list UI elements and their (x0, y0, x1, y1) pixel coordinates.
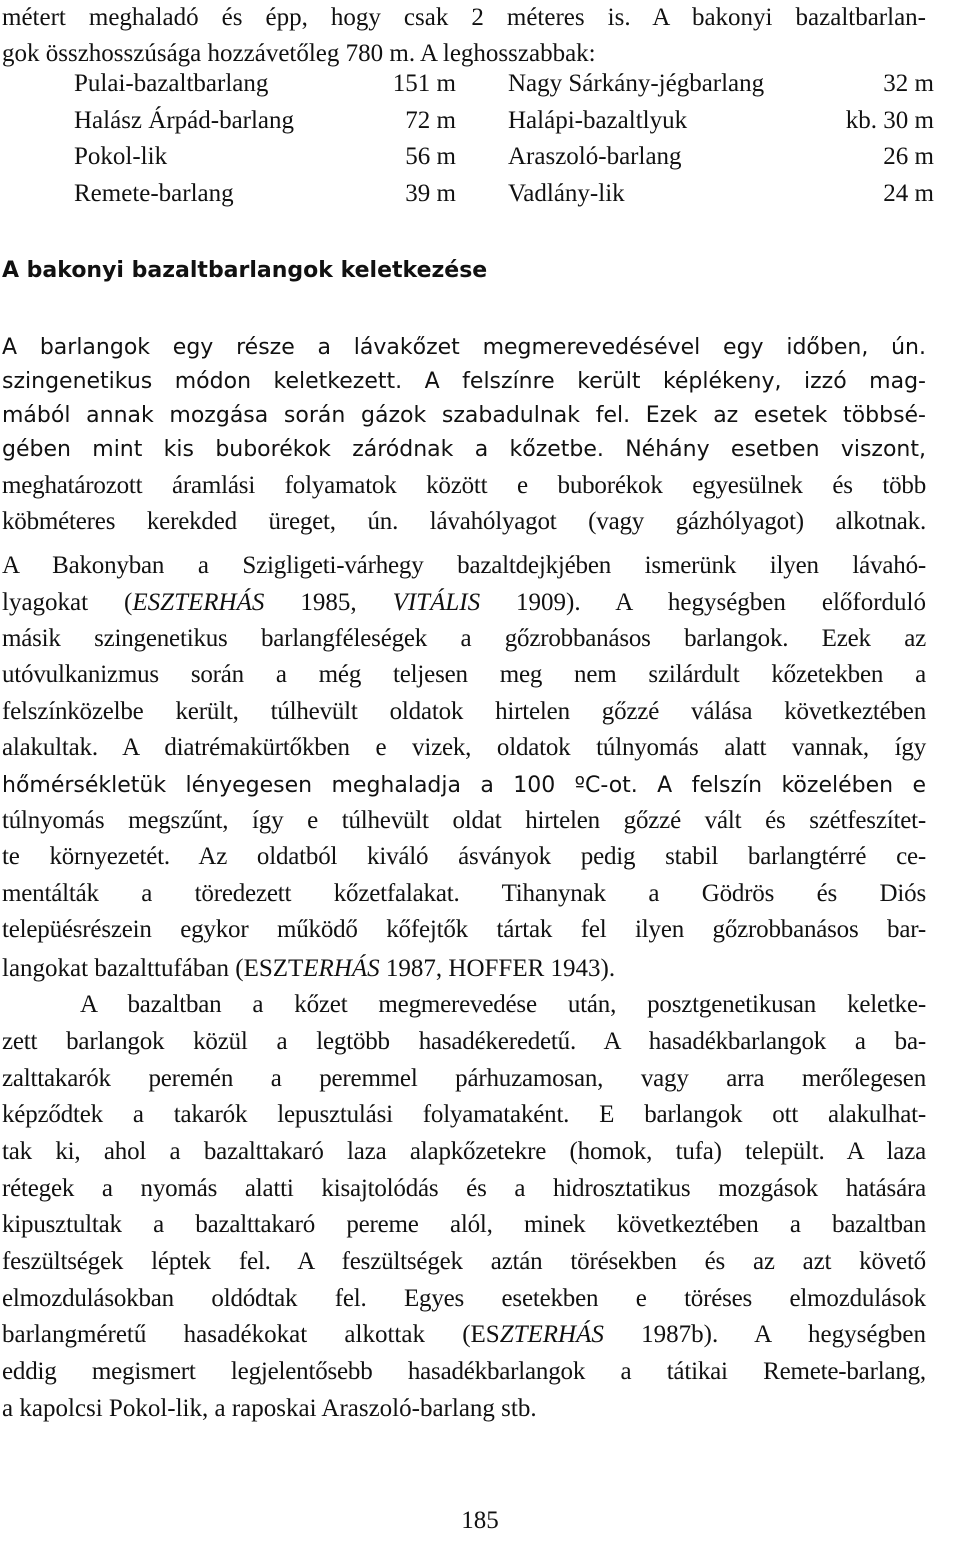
paragraph-line: a kapolcsi Pokol-lik, a raposkai Araszoló-barlang stb. (2, 1395, 537, 1422)
paragraph-line: A barlangok egy része a lávakőzet megmerevedésével egy időben, ún. (2, 335, 926, 360)
paragraph-line: tak ki, ahol a bazalttakaró laza alapkőzetekre (homok, tufa) települt. A laza (2, 1138, 926, 1165)
cave-length-table (74, 70, 934, 216)
paragraph-line: felszínközelbe került, túlhevült oldatok hirtelen gőzzé válása következtében (2, 698, 926, 725)
cave-length: 24 m (883, 179, 934, 207)
paragraph-line: zett barlangok közül a legtöbb hasadékeredetű. A hasadékbarlangok a ba- (2, 1028, 926, 1055)
paragraph-line: mentálták a töredezett kőzetfalakat. Tihanynak a Gödrös és Diós (2, 880, 926, 907)
paragraph-line-with-citation (2, 951, 926, 987)
paragraph-line: eddig megismert legjelentősebb hasadékbarlangok a tátikai Remete-barlang, (2, 1358, 926, 1385)
table-row (74, 107, 934, 144)
paragraph-line: te környezetét. Az oldatból kiváló ásványok pedig stabil barlangtérré ce- (2, 843, 926, 870)
text-run: 1987b). A hegységben (603, 1321, 927, 1348)
paragraph-line: zalttakarók peremén a peremmel párhuzamosan, vagy arra merőlegesen (2, 1065, 926, 1092)
cave-name: Remete-barlang (74, 179, 234, 207)
cave-length: 72 m (405, 106, 456, 134)
cave-length: 32 m (883, 70, 934, 97)
paragraph-line: alakultak. A diatrémakürtőkben e vizek, oldatok túlnyomás alatt vannak, így (2, 734, 926, 761)
cave-name: Vadlány-lik (508, 179, 625, 207)
cave-length: 26 m (883, 143, 934, 170)
cave-name: Pulai-bazaltbarlang (74, 70, 269, 97)
paragraph-line: A Bakonyban a Szigligeti-várhegy bazaltdejkjében ismerünk ilyen lávahó- (2, 552, 926, 579)
page-number: 185 (461, 1507, 499, 1534)
table-row (74, 143, 934, 180)
cave-length: 56 m (405, 143, 456, 170)
text-run: langokat bazalttufában ( (2, 955, 244, 982)
text-run: 1987, HOFFER 1943). (379, 955, 616, 982)
citation-author: ERHÁS (303, 955, 380, 982)
citation-author: VITÁLIS (392, 589, 481, 616)
paragraph-line: feszültségek léptek fel. A feszültségek aztán törésekben és az azt követő (2, 1248, 926, 1275)
paragraph-line: köbméteres kerekded üreget, ún. lávahólyagot (vagy gázhólyagot) alkotnak. (2, 508, 926, 535)
text-run: 1909). A hegységben előforduló (480, 589, 926, 616)
text-run: lyagokat ( (2, 589, 133, 616)
cave-name: Pokol-lik (74, 143, 168, 170)
paragraph-line: utóvulkanizmus során a még teljesen meg nem szilárdult kőzetekben a (2, 661, 926, 688)
paragraph-line: gében mint kis buborékok záródnak a kőzetbe. Néhány esetben viszont, (2, 437, 926, 462)
citation-author: ESZTERHÁS (132, 589, 265, 616)
intro-line: métert meghaladó és épp, hogy csak 2 méteres is. A bakonyi bazaltbarlan- (2, 4, 926, 31)
text-run: barlangméretű hasadékokat alkottak (ES (2, 1321, 500, 1348)
text-run: 1985, (264, 589, 393, 616)
section-heading: A bakonyi bazaltbarlangok keletkezése (2, 258, 488, 283)
intro-line: gok összhosszúsága hozzávetőleg 780 m. A leghosszabbak: (2, 40, 596, 67)
cave-length: kb. 30 m (845, 106, 934, 134)
paragraph-line: szingenetikus módon keletkezett. A felszínre került képlékeny, izzó mag- (2, 369, 926, 394)
citation-author: ZTERHÁS (499, 1321, 604, 1348)
cave-name: Araszoló-barlang (508, 143, 682, 170)
paragraph-line: mából annak mozgása során gázok szabadulnak fel. Ezek az esetek többsé- (2, 403, 926, 428)
paragraph-line: elmozdulásokban oldódtak fel. Egyes esetekben e töréses elmozdulások (2, 1285, 926, 1312)
cave-length: 151 m (392, 70, 456, 97)
paragraph-line: meghatározott áramlási folyamatok között e buborékok egyesülnek és több (2, 472, 926, 499)
citation-author: ESZT (243, 955, 304, 982)
paragraph-line-with-citation (2, 1317, 926, 1353)
table-row (74, 180, 934, 217)
paragraph-line-with-citation (2, 585, 926, 621)
paragraph-line: túlnyomás megszűnt, így e túlhevült oldat hirtelen gőzzé vált és szétfeszítet- (2, 807, 926, 834)
paragraph-line: kipusztultak a bazalttakaró pereme alól, minek következtében a bazaltban (2, 1211, 926, 1238)
cave-name: Halász Árpád-barlang (74, 106, 295, 134)
paragraph-line: hőmérsékletük lényegesen meghaladja a 100 ºC-ot. A felszín közelében e (2, 773, 926, 798)
paragraph-line: képződtek a takarók lepusztulási folyamataként. E barlangok ott alakulhat- (2, 1101, 926, 1128)
cave-name: Nagy Sárkány-jégbarlang (508, 70, 765, 97)
table-row (74, 70, 934, 107)
cave-length: 39 m (405, 179, 456, 207)
paragraph-line: telepüésrészein egykor működő kőfejtők tártak fel ilyen gőzrobbanásos bar- (2, 916, 926, 943)
paragraph-line: A bazaltban a kőzet megmerevedése után, posztgenetikusan keletke- (80, 991, 926, 1018)
paragraph-line: rétegek a nyomás alatti kisajtolódás és a hidrosztatikus mozgások hatására (2, 1175, 926, 1202)
cave-name: Halápi-bazaltlyuk (508, 106, 688, 134)
paragraph-line: másik szingenetikus barlangféleségek a gőzrobbanásos barlangok. Ezek az (2, 625, 926, 652)
